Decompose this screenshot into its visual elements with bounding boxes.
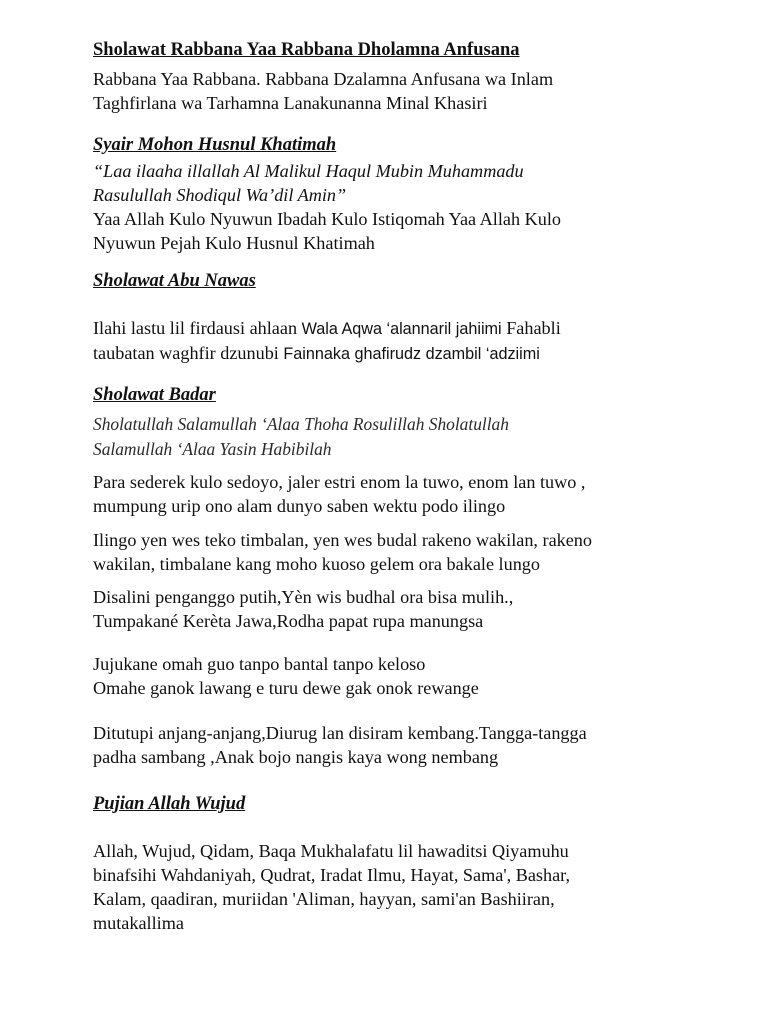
text-line: wakilan, timbalane kang moho kuoso gelem ora bakale lungo — [93, 554, 540, 574]
text-line: mumpung urip ono alam dunyo saben wektu podo ilingo — [93, 496, 506, 516]
heading-abu-nawas: Sholawat Abu Nawas — [93, 271, 256, 291]
heading-badar: Sholawat Badar — [93, 385, 216, 405]
italic-line: “Laa ilaaha illallah Al Malikul Haqul Mubin Muhammadu — [93, 161, 524, 181]
text-line — [93, 341, 561, 366]
text-line: Allah, Wujud, Qidam, Baqa Mukhalafatu lil hawaditsi Qiyamuhu — [93, 841, 569, 861]
paragraph — [93, 721, 592, 769]
section-badar — [93, 383, 592, 769]
text-run: Ilahi lastu lil firdausi ahlaan — [93, 318, 302, 338]
text-run: Fahabli — [501, 318, 561, 338]
paragraph — [93, 528, 592, 576]
text-line: binafsihi Wahdaniyah, Qudrat, Iradat Ilmu, Hayat, Sama', Bashar, — [93, 865, 571, 885]
text-line: Tumpakané Kerèta Jawa,Rodha papat rupa manungsa — [93, 611, 484, 631]
heading-allah-wujud: Pujian Allah Wujud — [93, 794, 246, 814]
section-husnul-khatimah — [93, 133, 561, 255]
italic-line: Rasulullah Shodiqul Wa’dil Amin” — [93, 185, 347, 205]
text-line: Nyuwun Pejah Kulo Husnul Khatimah — [93, 233, 375, 253]
paragraph — [93, 652, 592, 700]
heading-husnul-khatimah: Syair Mohon Husnul Khatimah — [93, 135, 337, 155]
paragraph — [93, 470, 592, 518]
text-line: Yaa Allah Kulo Nyuwun Ibadah Kulo Istiqomah Yaa Allah Kulo — [93, 209, 561, 229]
text-line: Ditutupi anjang-anjang,Diurug lan disiram kembang.Tangga-tangga — [93, 723, 587, 743]
text-line: Para sederek kulo sedoyo, jaler estri enom la tuwo, enom lan tuwo , — [93, 472, 586, 492]
text-line: Rabbana Yaa Rabbana. Rabbana Dzalamna Anfusana wa Inlam — [93, 69, 554, 89]
text-run: Fainnaka ghafirudz dzambil ‘adziimi — [283, 345, 540, 363]
italic-line: Salamullah ‘Alaa Yasin Habibilah — [93, 438, 332, 459]
section-abu-nawas — [93, 269, 561, 366]
heading-rabbana: Sholawat Rabbana Yaa Rabbana Dholamna Anfusana — [93, 40, 520, 60]
text-line: Kalam, qaadiran, muriidan 'Aliman, hayyan, sami'an Bashiiran, — [93, 889, 555, 909]
text-line — [93, 316, 561, 341]
text-line: Ilingo yen wes teko timbalan, yen wes budal rakeno wakilan, rakeno — [93, 530, 592, 550]
section-allah-wujud — [93, 792, 570, 935]
text-run: Wala Aqwa ‘alannaril jahiimi — [301, 320, 502, 338]
italic-line: Sholatullah Salamullah ‘Alaa Thoha Rosulillah Sholatullah — [93, 414, 509, 434]
text-line: mutakallima — [93, 913, 184, 933]
paragraph — [93, 585, 592, 633]
section-rabbana — [93, 38, 553, 115]
text-line: Taghfirlana wa Tarhamna Lanakunanna Minal Khasiri — [93, 93, 488, 113]
text-run: taubatan waghfir dzunubi — [93, 343, 284, 363]
text-line: Omahe ganok lawang e turu dewe gak onok rewange — [93, 678, 479, 698]
text-line: Jujukane omah guo tanpo bantal tanpo keloso — [93, 654, 426, 674]
text-line: Disalini penganggo putih,Yèn wis budhal ora bisa mulih., — [93, 587, 514, 607]
text-line: padha sambang ,Anak bojo nangis kaya wong nembang — [93, 747, 499, 767]
